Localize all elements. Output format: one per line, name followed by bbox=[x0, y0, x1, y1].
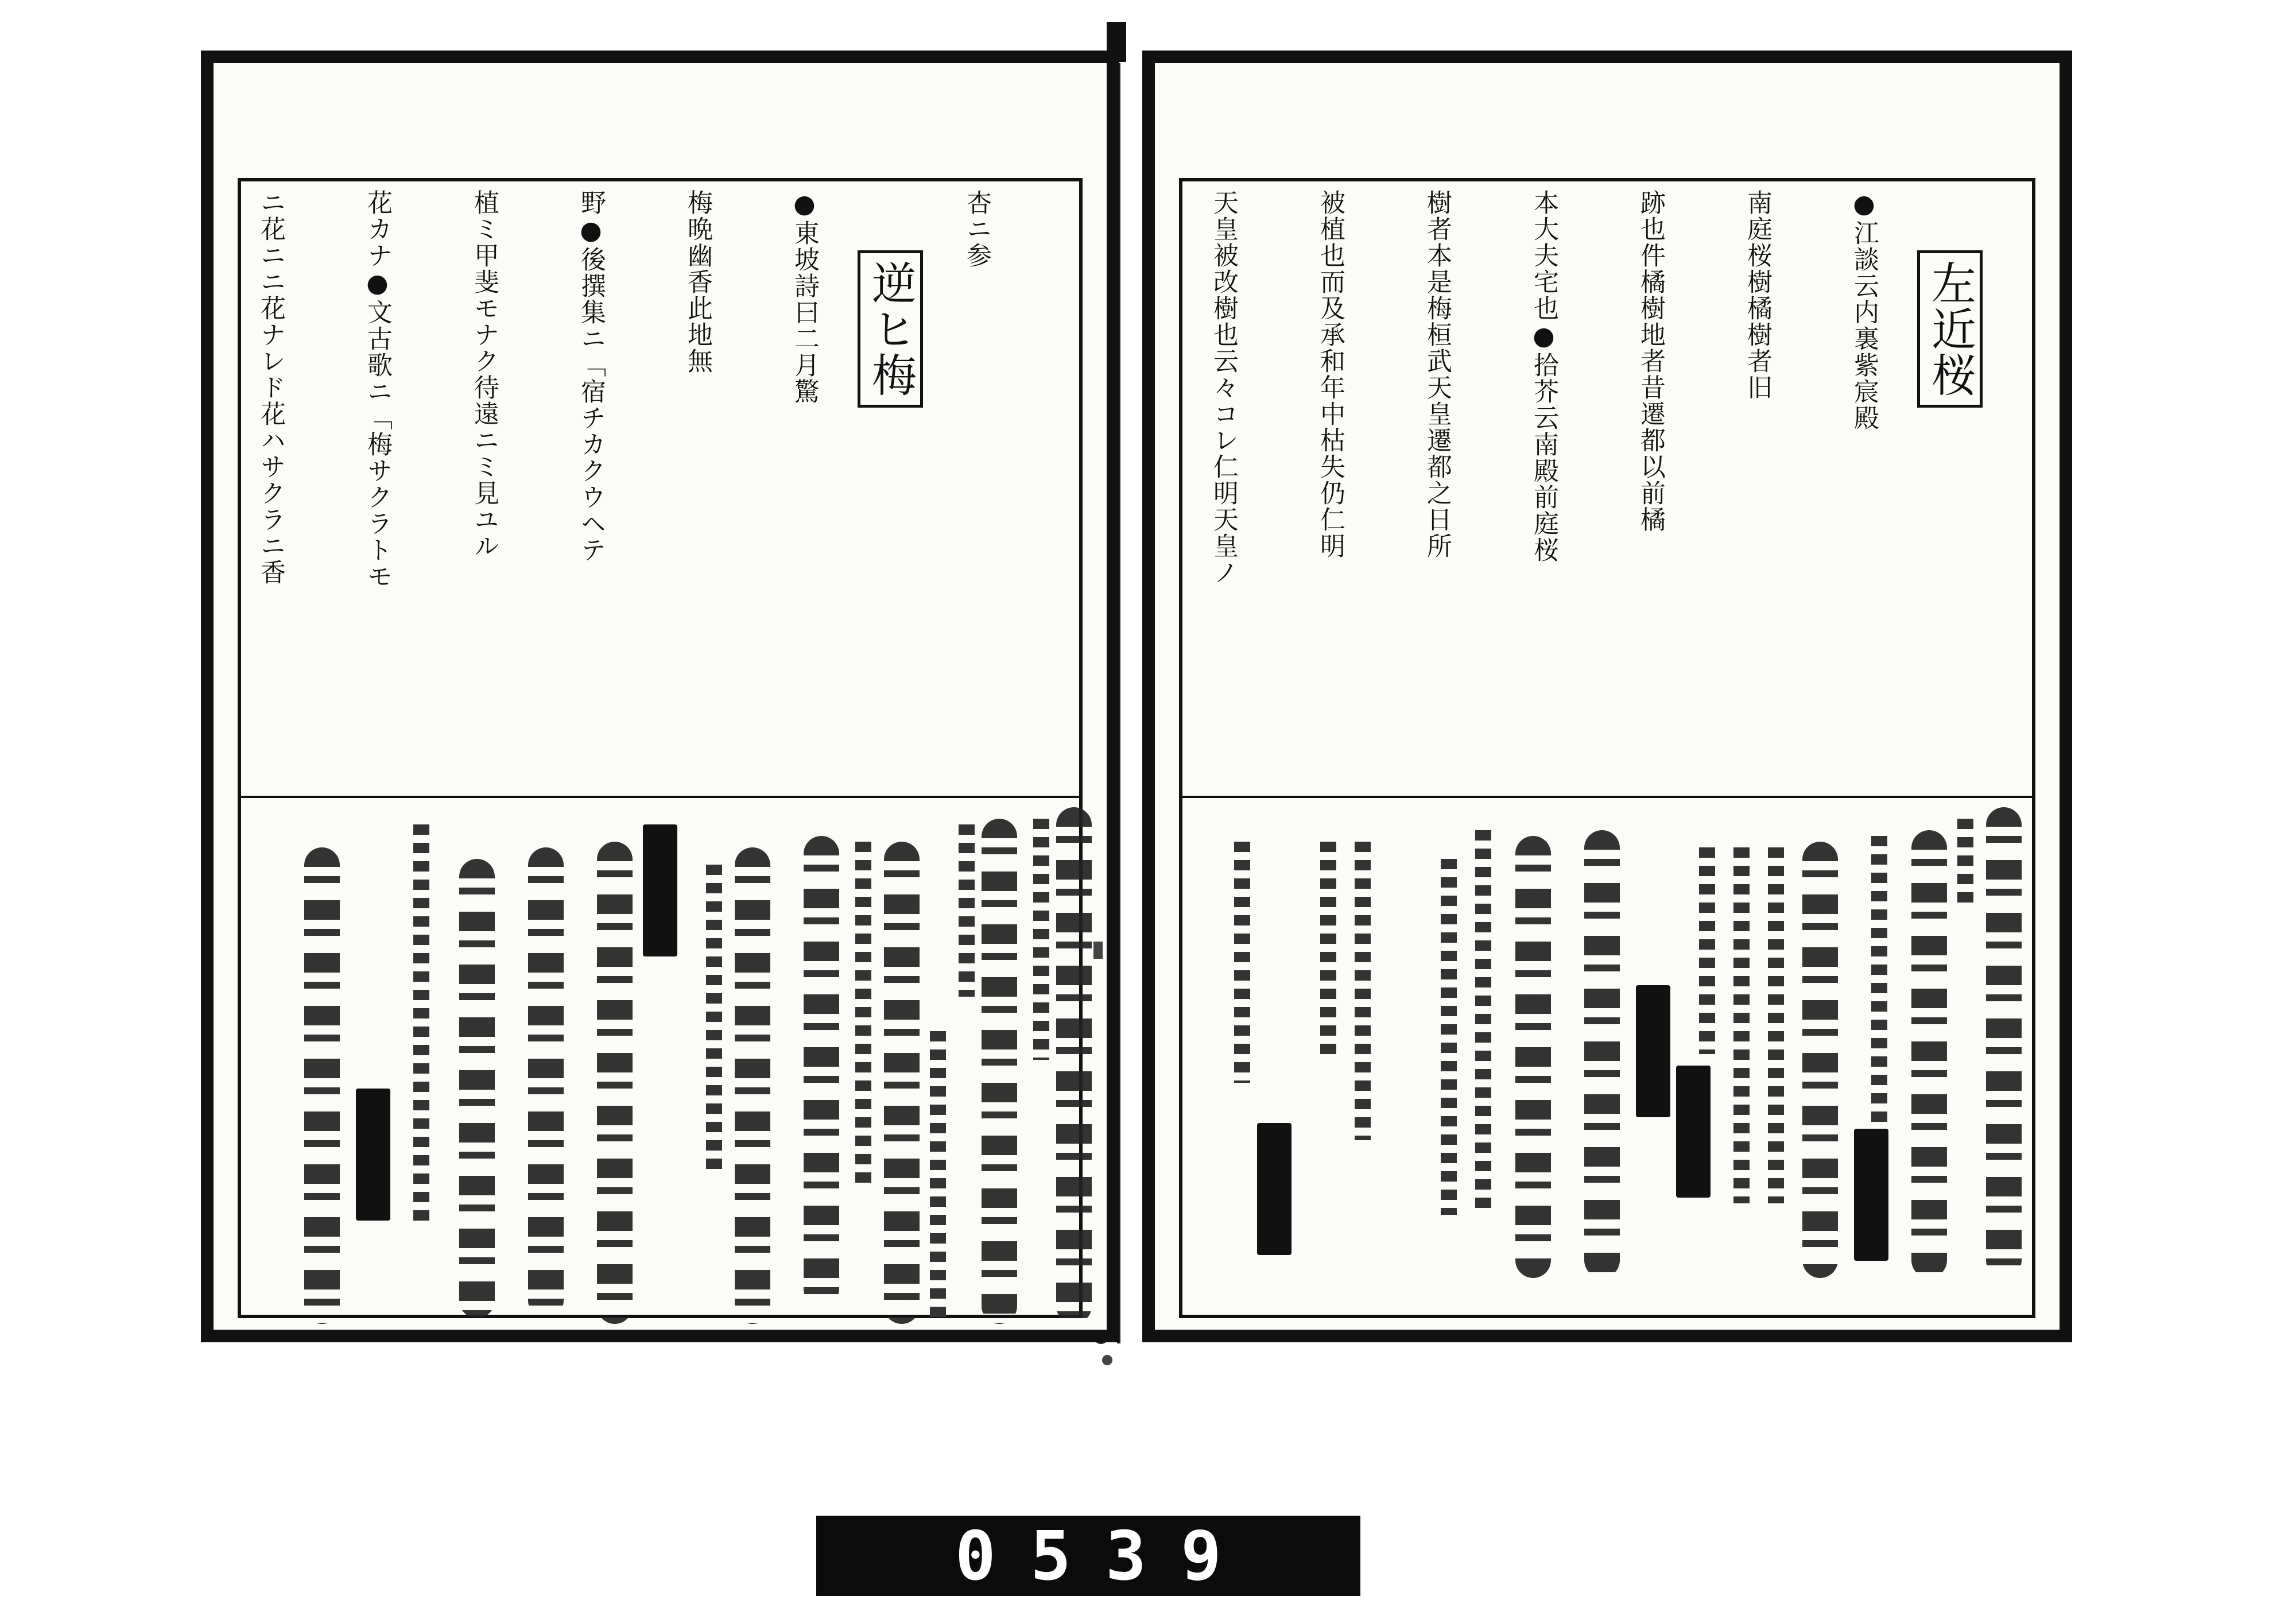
commentary-line: 天皇被改樹也云々コレ仁明天皇ノ bbox=[1209, 189, 1238, 586]
poet-label-black bbox=[643, 824, 677, 956]
cursive-verse-column bbox=[1056, 807, 1092, 1324]
gloss-column bbox=[706, 865, 722, 1175]
commentary-line: ●江談云内裏紫宸殿 bbox=[1849, 189, 1879, 431]
page-number-strip bbox=[816, 1516, 1360, 1596]
cursive-verse-column bbox=[804, 836, 839, 1307]
commentary-line: 被植也而及承和年中枯失仍仁明 bbox=[1316, 189, 1345, 559]
poet-label-black bbox=[1854, 1129, 1888, 1261]
cursive-verse-column bbox=[735, 847, 770, 1324]
commentary-line: 杏ニ参 bbox=[962, 189, 991, 269]
heading-sakon-cherry: 左近桜 bbox=[1917, 250, 1983, 408]
gloss-column bbox=[930, 1031, 946, 1318]
poet-label-black bbox=[356, 1089, 390, 1221]
right-commentary-block bbox=[1196, 189, 2018, 792]
gloss-column bbox=[1355, 842, 1371, 1140]
right-page bbox=[1142, 51, 2072, 1342]
commentary-line: 樹者本是梅桓武天皇遷都之日所 bbox=[1422, 189, 1452, 559]
gloss-column bbox=[1699, 847, 1715, 1054]
gloss-column bbox=[413, 824, 429, 1226]
cursive-verse-column bbox=[597, 842, 633, 1324]
commentary-line: 本大夫宅也●拾芥云南殿前庭桜 bbox=[1529, 189, 1558, 563]
gloss-column bbox=[1957, 819, 1973, 911]
gloss-column bbox=[1733, 847, 1750, 1203]
poet-label-black bbox=[1676, 1066, 1711, 1198]
gloss-column bbox=[1033, 819, 1049, 1060]
right-text-frame bbox=[1179, 178, 2035, 1318]
commentary-line: 野●後撰集ニ「宿チカクウヘテ bbox=[576, 189, 606, 563]
left-text-frame bbox=[238, 178, 1083, 1318]
cursive-verse-column bbox=[982, 819, 1017, 1324]
commentary-line: 植ミ甲斐モナク待遠ニミ見ユル bbox=[470, 189, 499, 559]
commentary-line: 梅晩幽香此地無 bbox=[683, 189, 712, 374]
commentary-line: 南庭桜樹橘樹者旧 bbox=[1743, 189, 1772, 401]
section-divider bbox=[1182, 796, 2032, 798]
gloss-column bbox=[1871, 836, 1887, 1157]
cursive-verse-column bbox=[884, 842, 920, 1324]
gloss-column bbox=[1320, 842, 1336, 1060]
cursive-verse-column bbox=[1986, 807, 2022, 1278]
ink-speck bbox=[1102, 1355, 1112, 1365]
gloss-column bbox=[1768, 847, 1784, 1203]
cursive-verse-column bbox=[304, 847, 340, 1324]
heading-reverse-plum: 逆ヒ梅 bbox=[858, 250, 923, 408]
gloss-column bbox=[1234, 842, 1250, 1083]
gloss-column bbox=[959, 824, 975, 997]
gloss-column bbox=[1475, 830, 1491, 1209]
cursive-verse-column bbox=[1584, 830, 1620, 1278]
gloss-column bbox=[1441, 859, 1457, 1215]
cursive-verse-column bbox=[459, 859, 495, 1318]
cursive-verse-column bbox=[1911, 830, 1947, 1278]
commentary-line: ニ花ニニ花ナレド花ハサクラニ香 bbox=[256, 189, 285, 586]
cursive-verse-column bbox=[1515, 836, 1551, 1278]
cursive-verse-column bbox=[1802, 842, 1838, 1278]
ink-speck bbox=[1093, 942, 1103, 959]
cursive-verse-column bbox=[528, 847, 564, 1318]
commentary-line: 跡也件橘樹地者昔遷都以前橘 bbox=[1636, 189, 1665, 533]
commentary-line: ●東坡詩曰二月驚 bbox=[790, 189, 819, 405]
commentary-line: 花カナ●文古歌ニ「梅サクラトモ bbox=[363, 189, 392, 590]
left-commentary-block bbox=[255, 189, 1065, 792]
gloss-column bbox=[855, 842, 871, 1186]
poet-label-black bbox=[1636, 985, 1670, 1117]
section-divider bbox=[241, 796, 1079, 798]
poet-label-black bbox=[1257, 1123, 1292, 1255]
page-number: 0539 bbox=[955, 1516, 1256, 1595]
left-page bbox=[201, 51, 1119, 1342]
